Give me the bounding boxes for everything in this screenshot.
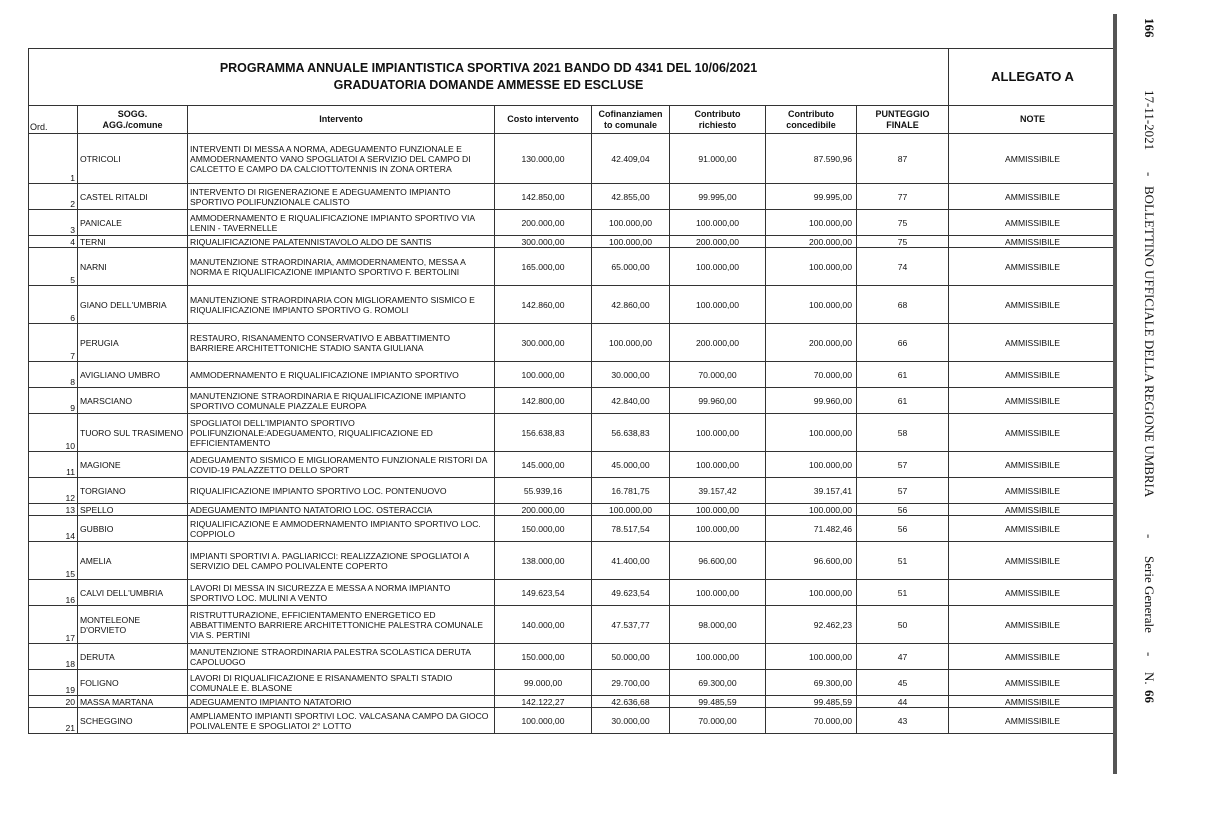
row-ord: 10 — [29, 414, 78, 452]
row-note: AMMISSIBILE — [949, 504, 1117, 516]
row-punteggio: 56 — [857, 504, 949, 516]
row-comune: TORGIANO — [78, 478, 188, 504]
row-note: AMMISSIBILE — [949, 184, 1117, 210]
row-costo: 130.000,00 — [495, 134, 592, 184]
col-header-sogg-line2: AGG./comune — [102, 119, 163, 130]
row-contributo-richiesto: 100.000,00 — [670, 452, 766, 478]
row-punteggio: 68 — [857, 286, 949, 324]
row-contributo-concedibile: 200.000,00 — [766, 236, 857, 248]
row-intervento: ADEGUAMENTO IMPIANTO NATATORIO LOC. OSTERACCIA — [188, 504, 495, 516]
col-header-costo: Costo intervento — [495, 106, 592, 134]
col-header-intervento: Intervento — [188, 106, 495, 134]
row-comune: SPELLO — [78, 504, 188, 516]
row-punteggio: 75 — [857, 210, 949, 236]
allegato-label: ALLEGATO A — [949, 49, 1117, 106]
row-ord: 11 — [29, 452, 78, 478]
row-punteggio: 87 — [857, 134, 949, 184]
row-note: AMMISSIBILE — [949, 388, 1117, 414]
row-contributo-concedibile: 69.300,00 — [766, 670, 857, 696]
row-note: AMMISSIBILE — [949, 452, 1117, 478]
table-row — [29, 542, 1117, 580]
table-row — [29, 184, 1117, 210]
row-intervento: RESTAURO, RISANAMENTO CONSERVATIVO E ABBATTIMENTO BARRIERE ARCHITETTONICHE STADIO SANTA GIULIANA — [188, 324, 495, 362]
row-costo: 145.000,00 — [495, 452, 592, 478]
row-intervento: ADEGUAMENTO SISMICO E MIGLIORAMENTO FUNZIONALE RISTORI DA COVID-19 PALAZZETTO DELLO SPORT — [188, 452, 495, 478]
row-contributo-concedibile: 99.995,00 — [766, 184, 857, 210]
row-ord: 16 — [29, 580, 78, 606]
col-header-richiesto-line2: richiesto — [698, 119, 737, 130]
row-note: AMMISSIBILE — [949, 236, 1117, 248]
row-contributo-richiesto: 70.000,00 — [670, 708, 766, 734]
row-costo: 156.638,83 — [495, 414, 592, 452]
row-ord: 21 — [29, 708, 78, 734]
row-cofinanziamento: 41.400,00 — [592, 542, 670, 580]
row-ord: 3 — [29, 210, 78, 236]
row-costo: 100.000,00 — [495, 362, 592, 388]
table-row — [29, 644, 1117, 670]
row-costo: 100.000,00 — [495, 708, 592, 734]
col-header-punteggio-line2: FINALE — [886, 119, 919, 130]
row-cofinanziamento: 100.000,00 — [592, 504, 670, 516]
col-header-concedibile-line2: concedibile — [786, 119, 836, 130]
row-comune: TUORO SUL TRASIMENO — [78, 414, 188, 452]
col-header-contributo-richiesto — [670, 106, 766, 134]
table-row — [29, 696, 1117, 708]
row-ord: 17 — [29, 606, 78, 644]
row-ord: 19 — [29, 670, 78, 696]
page-number: 166 — [1142, 18, 1157, 38]
row-contributo-richiesto: 200.000,00 — [670, 236, 766, 248]
number-label: N. — [1142, 672, 1157, 685]
row-costo: 142.800,00 — [495, 388, 592, 414]
row-note: AMMISSIBILE — [949, 286, 1117, 324]
row-cofinanziamento: 49.623,54 — [592, 580, 670, 606]
row-punteggio: 61 — [857, 362, 949, 388]
row-note: AMMISSIBILE — [949, 670, 1117, 696]
row-comune: TERNI — [78, 236, 188, 248]
row-note: AMMISSIBILE — [949, 324, 1117, 362]
table-row — [29, 248, 1117, 286]
row-intervento: ADEGUAMENTO IMPIANTO NATATORIO — [188, 696, 495, 708]
table-row — [29, 362, 1117, 388]
row-contributo-richiesto: 200.000,00 — [670, 324, 766, 362]
row-ord: 5 — [29, 248, 78, 286]
row-contributo-richiesto: 100.000,00 — [670, 248, 766, 286]
row-contributo-richiesto: 70.000,00 — [670, 362, 766, 388]
row-note: AMMISSIBILE — [949, 478, 1117, 504]
row-note: AMMISSIBILE — [949, 696, 1117, 708]
row-punteggio: 57 — [857, 478, 949, 504]
row-cofinanziamento: 42.840,00 — [592, 388, 670, 414]
column-header-row — [29, 106, 1117, 134]
row-contributo-richiesto: 96.600,00 — [670, 542, 766, 580]
row-cofinanziamento: 100.000,00 — [592, 324, 670, 362]
document-title — [29, 49, 949, 106]
row-costo: 142.860,00 — [495, 286, 592, 324]
row-contributo-richiesto: 100.000,00 — [670, 580, 766, 606]
row-cofinanziamento: 16.781,75 — [592, 478, 670, 504]
row-cofinanziamento: 100.000,00 — [592, 236, 670, 248]
row-note: AMMISSIBILE — [949, 248, 1117, 286]
col-header-concedibile-line1: Contributo — [788, 108, 834, 119]
vertical-running-header — [1134, 0, 1164, 828]
row-punteggio: 77 — [857, 184, 949, 210]
row-costo: 55.939,16 — [495, 478, 592, 504]
table-row — [29, 708, 1117, 734]
row-contributo-richiesto: 99.995,00 — [670, 184, 766, 210]
row-note: AMMISSIBILE — [949, 606, 1117, 644]
row-contributo-concedibile: 100.000,00 — [766, 504, 857, 516]
table-row — [29, 236, 1117, 248]
row-comune: GUBBIO — [78, 516, 188, 542]
row-note: AMMISSIBILE — [949, 414, 1117, 452]
row-comune: CASTEL RITALDI — [78, 184, 188, 210]
row-ord: 7 — [29, 324, 78, 362]
row-ord: 18 — [29, 644, 78, 670]
row-intervento: RISTRUTTURAZIONE, EFFICIENTAMENTO ENERGETICO ED ABBATTIMENTO BARRIERE ARCHITETTONICHE PALESTRA COMUNALE VIA S. PERTINI — [188, 606, 495, 644]
row-intervento: AMMODERNAMENTO E RIQUALIFICAZIONE IMPIANTO SPORTIVO VIA LENIN - TAVERNELLE — [188, 210, 495, 236]
row-costo: 140.000,00 — [495, 606, 592, 644]
row-contributo-concedibile: 39.157,41 — [766, 478, 857, 504]
col-header-punteggio — [857, 106, 949, 134]
row-costo: 150.000,00 — [495, 516, 592, 542]
row-punteggio: 51 — [857, 580, 949, 606]
row-contributo-concedibile: 100.000,00 — [766, 210, 857, 236]
table-row — [29, 452, 1117, 478]
issue-date: 17-11-2021 — [1142, 90, 1157, 151]
row-comune: CALVI DELL'UMBRIA — [78, 580, 188, 606]
table-row — [29, 478, 1117, 504]
table-row — [29, 516, 1117, 542]
row-costo: 200.000,00 — [495, 504, 592, 516]
row-cofinanziamento: 42.860,00 — [592, 286, 670, 324]
row-intervento: SPOGLIATOI DELL'IMPIANTO SPORTIVO POLIFUNZIONALE:ADEGUAMENTO, RIQUALIFICAZIONE ED EFFICIENTAMENTO — [188, 414, 495, 452]
table-body — [29, 134, 1117, 734]
row-cofinanziamento: 45.000,00 — [592, 452, 670, 478]
row-contributo-concedibile: 87.590,96 — [766, 134, 857, 184]
row-cofinanziamento: 47.537,77 — [592, 606, 670, 644]
row-contributo-richiesto: 99.485,59 — [670, 696, 766, 708]
row-contributo-concedibile: 100.000,00 — [766, 644, 857, 670]
col-header-richiesto-line1: Contributo — [694, 108, 741, 119]
row-comune: DERUTA — [78, 644, 188, 670]
row-cofinanziamento: 65.000,00 — [592, 248, 670, 286]
table-row — [29, 324, 1117, 362]
row-ord: 6 — [29, 286, 78, 324]
row-costo: 300.000,00 — [495, 236, 592, 248]
series-name: Serie Generale — [1142, 556, 1157, 633]
row-contributo-concedibile: 96.600,00 — [766, 542, 857, 580]
row-intervento: MANUTENZIONE STRAORDINARIA PALESTRA SCOLASTICA DERUTA CAPOLUOGO — [188, 644, 495, 670]
row-punteggio: 57 — [857, 452, 949, 478]
table-row — [29, 670, 1117, 696]
row-comune: NARNI — [78, 248, 188, 286]
row-ord: 4 — [29, 236, 78, 248]
row-note: AMMISSIBILE — [949, 134, 1117, 184]
title-line-2: GRADUATORIA DOMANDE AMMESSE ED ESCLUSE — [333, 78, 644, 92]
row-costo: 165.000,00 — [495, 248, 592, 286]
row-cofinanziamento: 50.000,00 — [592, 644, 670, 670]
title-line-1: PROGRAMMA ANNUALE IMPIANTISTICA SPORTIVA 2021 BANDO DD 4341 DEL 10/06/2021 — [219, 61, 758, 75]
row-ord: 2 — [29, 184, 78, 210]
row-intervento: IMPIANTI SPORTIVI A. PAGLIARICCI: REALIZZAZIONE SPOGLIATOI A SERVIZIO DEL CAMPO POLIVALENTE COPERTO — [188, 542, 495, 580]
row-cofinanziamento: 42.855,00 — [592, 184, 670, 210]
ranking-table — [28, 48, 1117, 734]
col-header-sogg — [78, 106, 188, 134]
row-contributo-concedibile: 71.482,46 — [766, 516, 857, 542]
table-row — [29, 210, 1117, 236]
row-note: AMMISSIBILE — [949, 644, 1117, 670]
row-contributo-concedibile: 99.485,59 — [766, 696, 857, 708]
row-contributo-concedibile: 100.000,00 — [766, 286, 857, 324]
col-header-cofin-line1: Cofinanziamen — [598, 108, 663, 119]
row-ord: 12 — [29, 478, 78, 504]
table-row — [29, 504, 1117, 516]
row-intervento: LAVORI DI MESSA IN SICUREZZA E MESSA A NORMA IMPIANTO SPORTIVO LOC. MULINI A VENTO — [188, 580, 495, 606]
separator-3: - — [1142, 652, 1157, 657]
row-comune: MASSA MARTANA — [78, 696, 188, 708]
row-costo: 99.000,00 — [495, 670, 592, 696]
table-row — [29, 388, 1117, 414]
row-punteggio: 75 — [857, 236, 949, 248]
bulletin-name: BOLLETTINO UFFICIALE DELLA REGIONE UMBRIA — [1142, 186, 1157, 498]
row-comune: OTRICOLI — [78, 134, 188, 184]
row-ord: 9 — [29, 388, 78, 414]
row-contributo-concedibile: 100.000,00 — [766, 248, 857, 286]
row-contributo-richiesto: 39.157,42 — [670, 478, 766, 504]
separator-1: - — [1142, 172, 1157, 177]
row-punteggio: 66 — [857, 324, 949, 362]
col-header-ord: Ord. — [29, 106, 78, 134]
row-punteggio: 47 — [857, 644, 949, 670]
row-cofinanziamento: 100.000,00 — [592, 210, 670, 236]
row-contributo-richiesto: 98.000,00 — [670, 606, 766, 644]
row-intervento: RIQUALIFICAZIONE PALATENNISTAVOLO ALDO DE SANTIS — [188, 236, 495, 248]
row-punteggio: 61 — [857, 388, 949, 414]
row-costo: 149.623,54 — [495, 580, 592, 606]
row-costo: 142.122,27 — [495, 696, 592, 708]
col-header-cofin — [592, 106, 670, 134]
separator-2: - — [1142, 534, 1157, 539]
row-contributo-richiesto: 100.000,00 — [670, 210, 766, 236]
row-ord: 15 — [29, 542, 78, 580]
row-intervento: LAVORI DI RIQUALIFICAZIONE E RISANAMENTO SPALTI STADIO COMUNALE E. BLASONE — [188, 670, 495, 696]
row-comune: SCHEGGINO — [78, 708, 188, 734]
row-comune: MAGIONE — [78, 452, 188, 478]
row-cofinanziamento: 42.409,04 — [592, 134, 670, 184]
row-comune: GIANO DELL'UMBRIA — [78, 286, 188, 324]
row-comune: AMELIA — [78, 542, 188, 580]
row-contributo-concedibile: 100.000,00 — [766, 414, 857, 452]
table-row — [29, 414, 1117, 452]
row-punteggio: 50 — [857, 606, 949, 644]
row-cofinanziamento: 56.638,83 — [592, 414, 670, 452]
row-contributo-concedibile: 70.000,00 — [766, 362, 857, 388]
row-costo: 200.000,00 — [495, 210, 592, 236]
col-header-sogg-line1: SOGG. — [117, 108, 148, 119]
table-row — [29, 580, 1117, 606]
row-ord: 13 — [29, 504, 78, 516]
row-note: AMMISSIBILE — [949, 542, 1117, 580]
row-intervento: MANUTENZIONE STRAORDINARIA CON MIGLIORAMENTO SISMICO E RIQUALIFICAZIONE IMPIANTO SPORTIVO G. ROMOLI — [188, 286, 495, 324]
row-costo: 142.850,00 — [495, 184, 592, 210]
row-note: AMMISSIBILE — [949, 708, 1117, 734]
table-row — [29, 606, 1117, 644]
row-note: AMMISSIBILE — [949, 516, 1117, 542]
row-comune: FOLIGNO — [78, 670, 188, 696]
row-intervento: RIQUALIFICAZIONE E AMMODERNAMENTO IMPIANTO SPORTIVO LOC. COPPIOLO — [188, 516, 495, 542]
col-header-punteggio-line1: PUNTEGGIO — [875, 108, 930, 119]
document-sheet — [28, 48, 1116, 734]
col-header-contributo-concedibile — [766, 106, 857, 134]
row-punteggio: 43 — [857, 708, 949, 734]
row-cofinanziamento: 29.700,00 — [592, 670, 670, 696]
row-contributo-concedibile: 99.960,00 — [766, 388, 857, 414]
table-row — [29, 134, 1117, 184]
col-header-cofin-line2: to comunale — [603, 119, 657, 130]
row-comune: PERUGIA — [78, 324, 188, 362]
row-contributo-richiesto: 100.000,00 — [670, 286, 766, 324]
col-header-note: NOTE — [949, 106, 1117, 134]
row-intervento: AMMODERNAMENTO E RIQUALIFICAZIONE IMPIANTO SPORTIVO — [188, 362, 495, 388]
row-intervento: INTERVENTO DI RIGENERAZIONE E ADEGUAMENTO IMPIANTO SPORTIVO POLIFUNZIONALE CALISTO — [188, 184, 495, 210]
row-cofinanziamento: 30.000,00 — [592, 362, 670, 388]
row-punteggio: 58 — [857, 414, 949, 452]
row-punteggio: 74 — [857, 248, 949, 286]
row-cofinanziamento: 42.636,68 — [592, 696, 670, 708]
row-cofinanziamento: 30.000,00 — [592, 708, 670, 734]
row-contributo-richiesto: 99.960,00 — [670, 388, 766, 414]
table-row — [29, 286, 1117, 324]
row-costo: 138.000,00 — [495, 542, 592, 580]
row-intervento: RIQUALIFICAZIONE IMPIANTO SPORTIVO LOC. PONTENUOVO — [188, 478, 495, 504]
row-punteggio: 56 — [857, 516, 949, 542]
row-contributo-richiesto: 91.000,00 — [670, 134, 766, 184]
row-contributo-richiesto: 100.000,00 — [670, 414, 766, 452]
row-contributo-concedibile: 100.000,00 — [766, 452, 857, 478]
row-comune: PANICALE — [78, 210, 188, 236]
margin-rule — [1113, 14, 1117, 774]
row-intervento: AMPLIAMENTO IMPIANTI SPORTIVI LOC. VALCASANA CAMPO DA GIOCO POLIVALENTE E SPOGLIATOI 2° LOTTO — [188, 708, 495, 734]
title-row — [29, 49, 1117, 106]
row-contributo-richiesto: 69.300,00 — [670, 670, 766, 696]
row-cofinanziamento: 78.517,54 — [592, 516, 670, 542]
row-ord: 20 — [29, 696, 78, 708]
row-ord: 8 — [29, 362, 78, 388]
row-contributo-concedibile: 70.000,00 — [766, 708, 857, 734]
row-punteggio: 51 — [857, 542, 949, 580]
row-intervento: MANUTENZIONE STRAORDINARIA E RIQUALIFICAZIONE IMPIANTO SPORTIVO COMUNALE PIAZZALE EUROPA — [188, 388, 495, 414]
row-punteggio: 45 — [857, 670, 949, 696]
row-costo: 300.000,00 — [495, 324, 592, 362]
row-comune: MARSCIANO — [78, 388, 188, 414]
row-intervento: MANUTENZIONE STRAORDINARIA, AMMODERNAMENTO, MESSA A NORMA E RIQUALIFICAZIONE IMPIANTO SPORTIVO F. BERTOLINI — [188, 248, 495, 286]
row-note: AMMISSIBILE — [949, 362, 1117, 388]
issue-number: 66 — [1142, 690, 1157, 703]
row-note: AMMISSIBILE — [949, 580, 1117, 606]
row-contributo-richiesto: 100.000,00 — [670, 504, 766, 516]
row-comune: MONTELEONE D'ORVIETO — [78, 606, 188, 644]
row-contributo-richiesto: 100.000,00 — [670, 644, 766, 670]
row-ord: 1 — [29, 134, 78, 184]
row-costo: 150.000,00 — [495, 644, 592, 670]
row-contributo-concedibile: 100.000,00 — [766, 580, 857, 606]
row-note: AMMISSIBILE — [949, 210, 1117, 236]
row-intervento: INTERVENTI DI MESSA A NORMA, ADEGUAMENTO FUNZIONALE E AMMODERNAMENTO VANO SPOGLIATOI A SERVIZIO DEL CAMPO DI CALCETTO E CAMPO DA CALCIOTTO/TENNIS IN ZONA ORTERA — [188, 134, 495, 184]
row-contributo-concedibile: 200.000,00 — [766, 324, 857, 362]
row-contributo-concedibile: 92.462,23 — [766, 606, 857, 644]
row-punteggio: 44 — [857, 696, 949, 708]
row-ord: 14 — [29, 516, 78, 542]
row-contributo-richiesto: 100.000,00 — [670, 516, 766, 542]
row-comune: AVIGLIANO UMBRO — [78, 362, 188, 388]
